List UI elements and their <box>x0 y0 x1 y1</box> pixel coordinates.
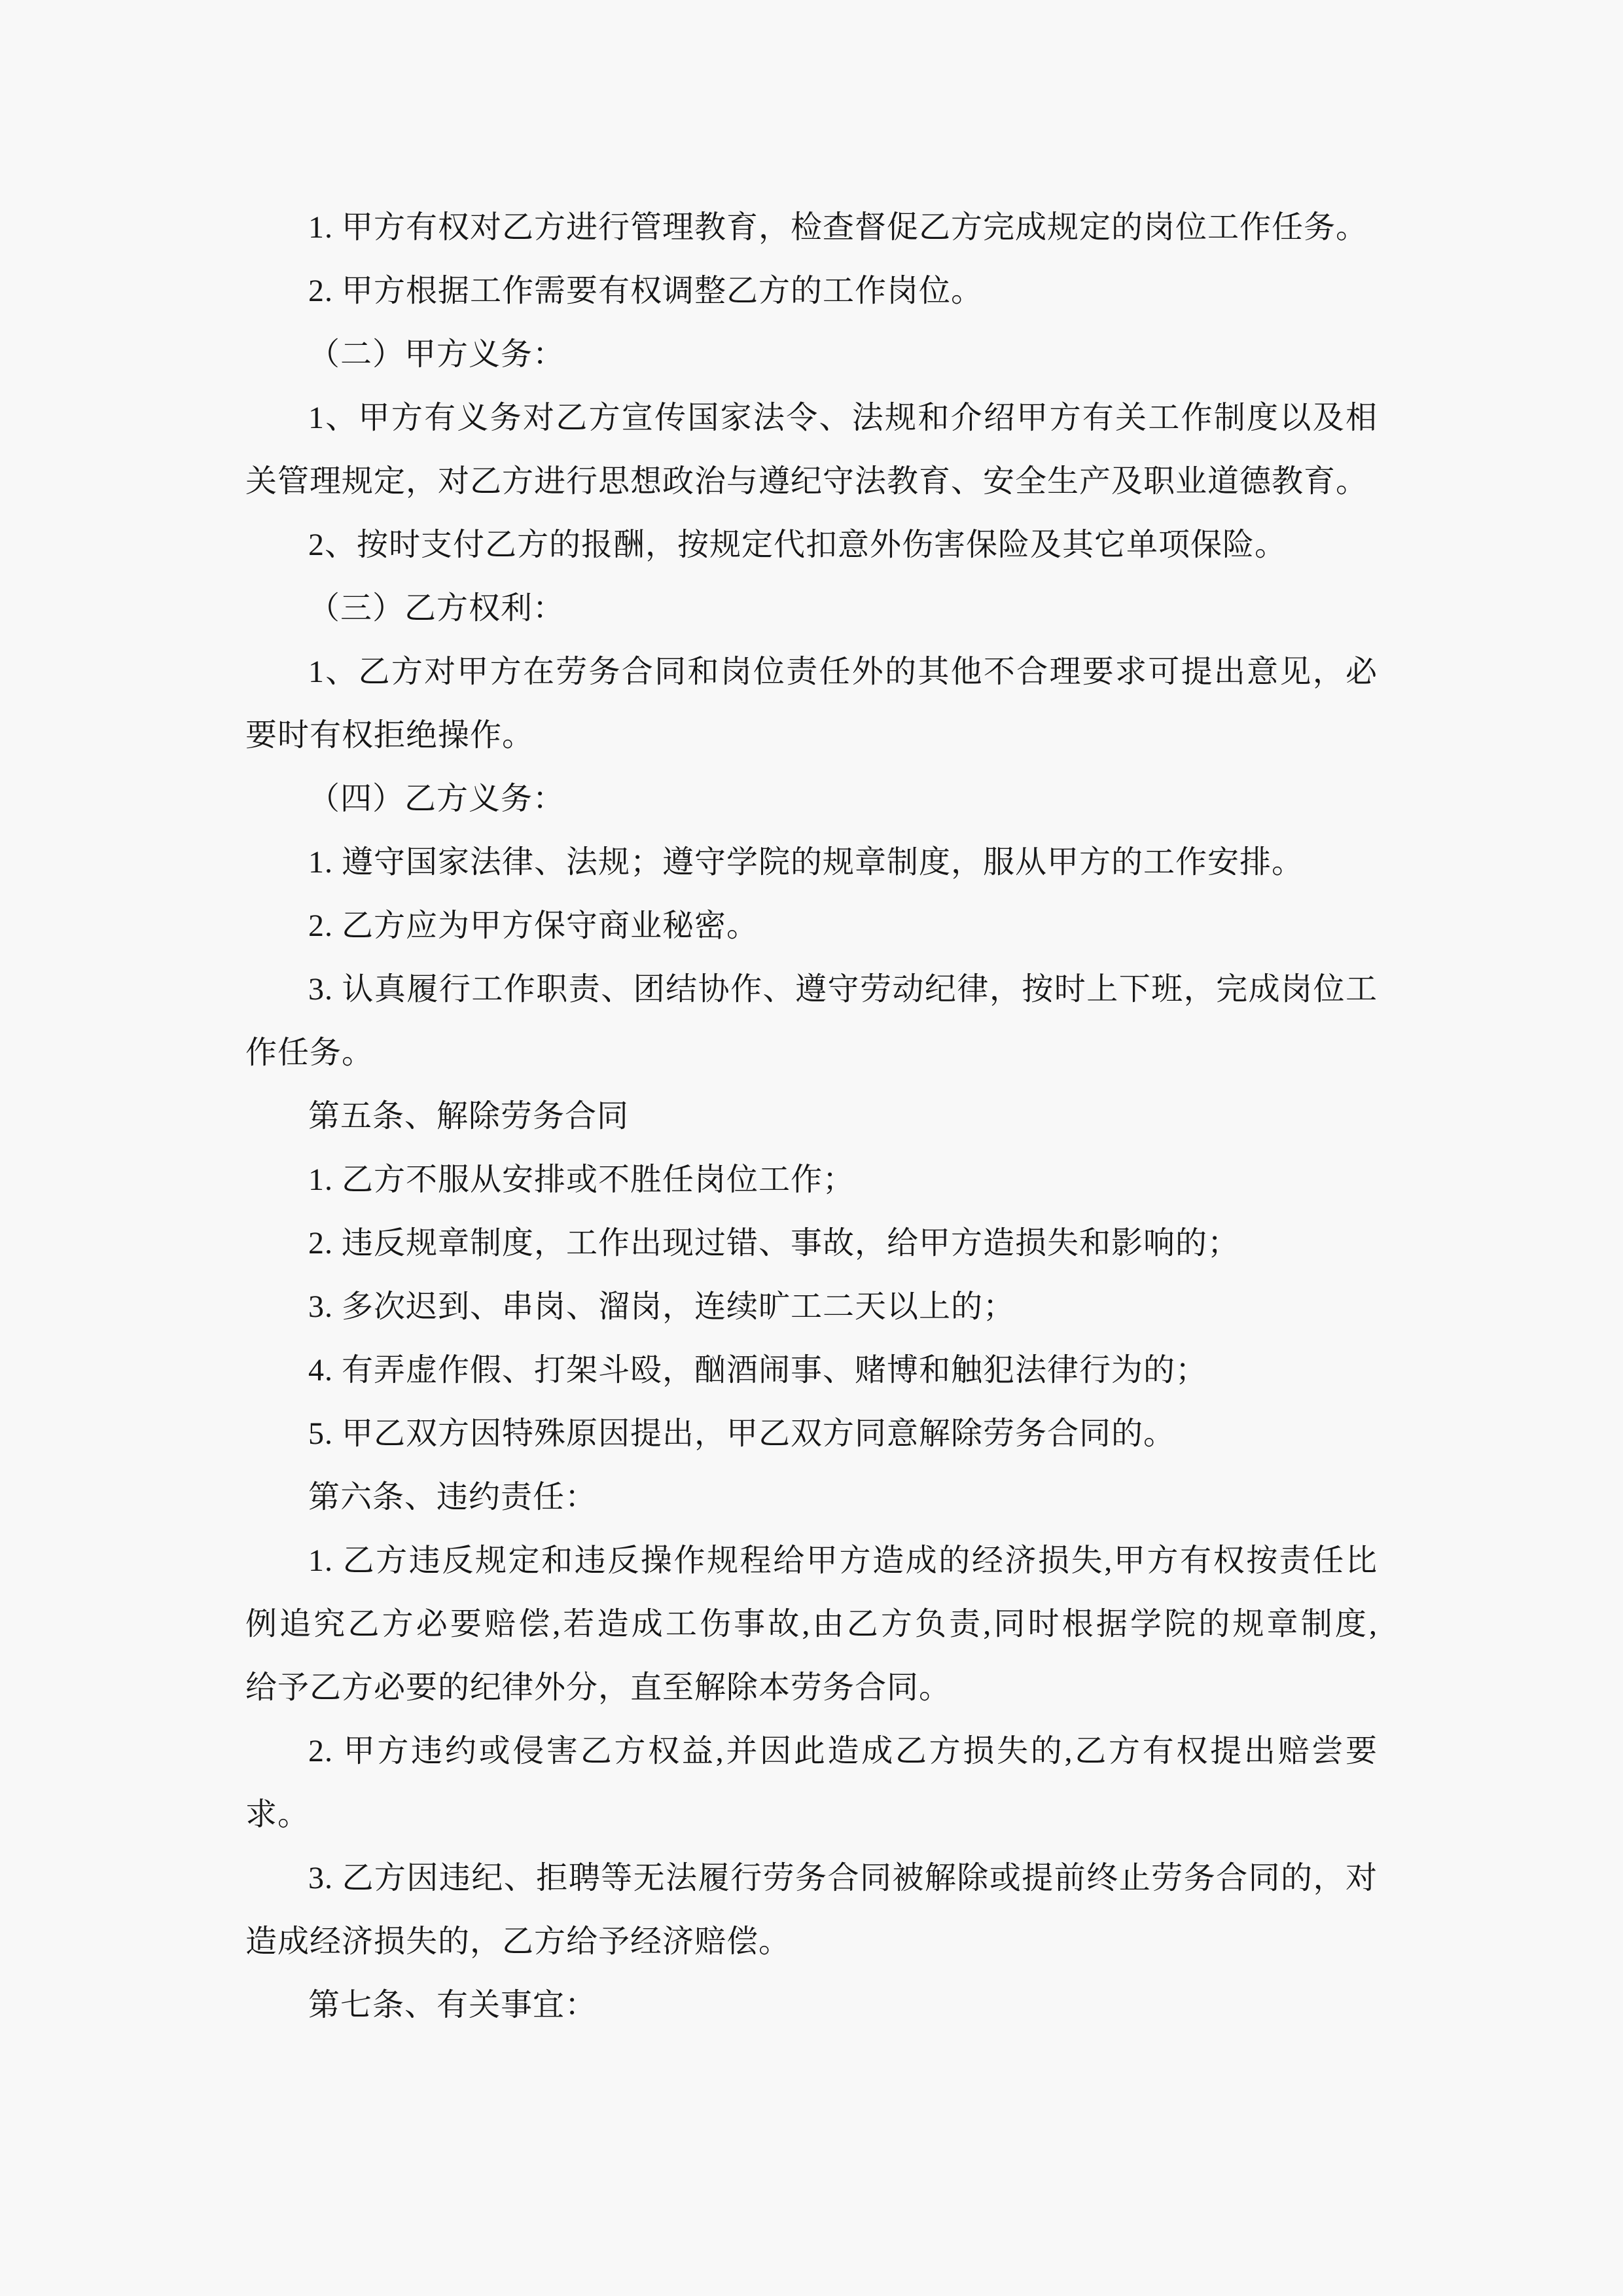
contract-line: 3. 多次迟到、串岗、溜岗，连续旷工二天以上的； <box>308 1289 1016 1324</box>
contract-line: 3. 乙方因违纪、拒聘等无法履行劳务合同被解除或提前终止劳务合同的，对 <box>308 1861 1378 1895</box>
contract-line: 3. 认真履行工作职责、团结协作、遵守劳动纪律，按时上下班，完成岗位工 <box>308 972 1378 1007</box>
contract-line: 2. 甲方根据工作需要有权调整乙方的工作岗位。 <box>308 274 984 308</box>
contract-line: 要时有权拒绝操作。 <box>245 718 535 753</box>
document-body <box>245 196 1378 2037</box>
contract-line: 给予乙方必要的纪律外分，直至解除本劳务合同。 <box>245 1670 952 1705</box>
contract-line: 第七条、有关事宜： <box>308 1988 597 2022</box>
contract-line: 1. 遵守国家法律、法规；遵守学院的规章制度，服从甲方的工作安排。 <box>308 845 1304 880</box>
contract-line: 4. 有弄虚作假、打架斗殴，酗酒闹事、赌博和触犯法律行为的； <box>308 1353 1208 1388</box>
contract-line: 2、按时支付乙方的报酬，按规定代扣意外伤害保险及其它单项保险。 <box>308 528 1287 562</box>
contract-line: 第五条、解除劳务合同 <box>308 1099 630 1134</box>
contract-line: 关管理规定，对乙方进行思想政治与遵纪守法教育、安全生产及职业道德教育。 <box>245 464 1368 499</box>
contract-line: 2. 甲方违约或侵害乙方权益,并因此造成乙方损失的,乙方有权提出赔尝要 <box>308 1734 1378 1768</box>
contract-line: 2. 违反规章制度，工作出现过错、事故，给甲方造损失和影响的； <box>308 1226 1240 1261</box>
contract-line: 1. 乙方不服从安排或不胜任岗位工作； <box>308 1162 855 1197</box>
contract-line: 5. 甲乙双方因特殊原因提出，甲乙双方同意解除劳务合同的。 <box>308 1416 1176 1451</box>
contract-line: 造成经济损失的，乙方给予经济赔偿。 <box>245 1924 791 1959</box>
contract-line: 作任务。 <box>245 1035 374 1070</box>
contract-line: 第六条、违约责任： <box>308 1480 597 1515</box>
contract-line: 1、甲方有义务对乙方宣传国家法令、法规和介绍甲方有关工作制度以及相 <box>308 401 1378 435</box>
contract-line: 1. 甲方有权对乙方进行管理教育，检查督促乙方完成规定的岗位工作任务。 <box>308 210 1368 245</box>
contract-line: 2. 乙方应为甲方保守商业秘密。 <box>308 908 759 943</box>
contract-line: 1. 乙方违反规定和违反操作规程给甲方造成的经济损失,甲方有权按责任比 <box>308 1543 1378 1578</box>
contract-line: （二）甲方义务： <box>308 337 565 372</box>
contract-line: （三）乙方权利： <box>308 591 565 626</box>
contract-line: 1、乙方对甲方在劳务合同和岗位责任外的其他不合理要求可提出意见，必 <box>308 655 1378 689</box>
contract-line: （四）乙方义务： <box>308 781 565 816</box>
contract-line: 例追究乙方必要赔偿,若造成工伤事故,由乙方负责,同时根据学院的规章制度, <box>245 1607 1378 1641</box>
contract-line: 求。 <box>245 1797 310 1832</box>
